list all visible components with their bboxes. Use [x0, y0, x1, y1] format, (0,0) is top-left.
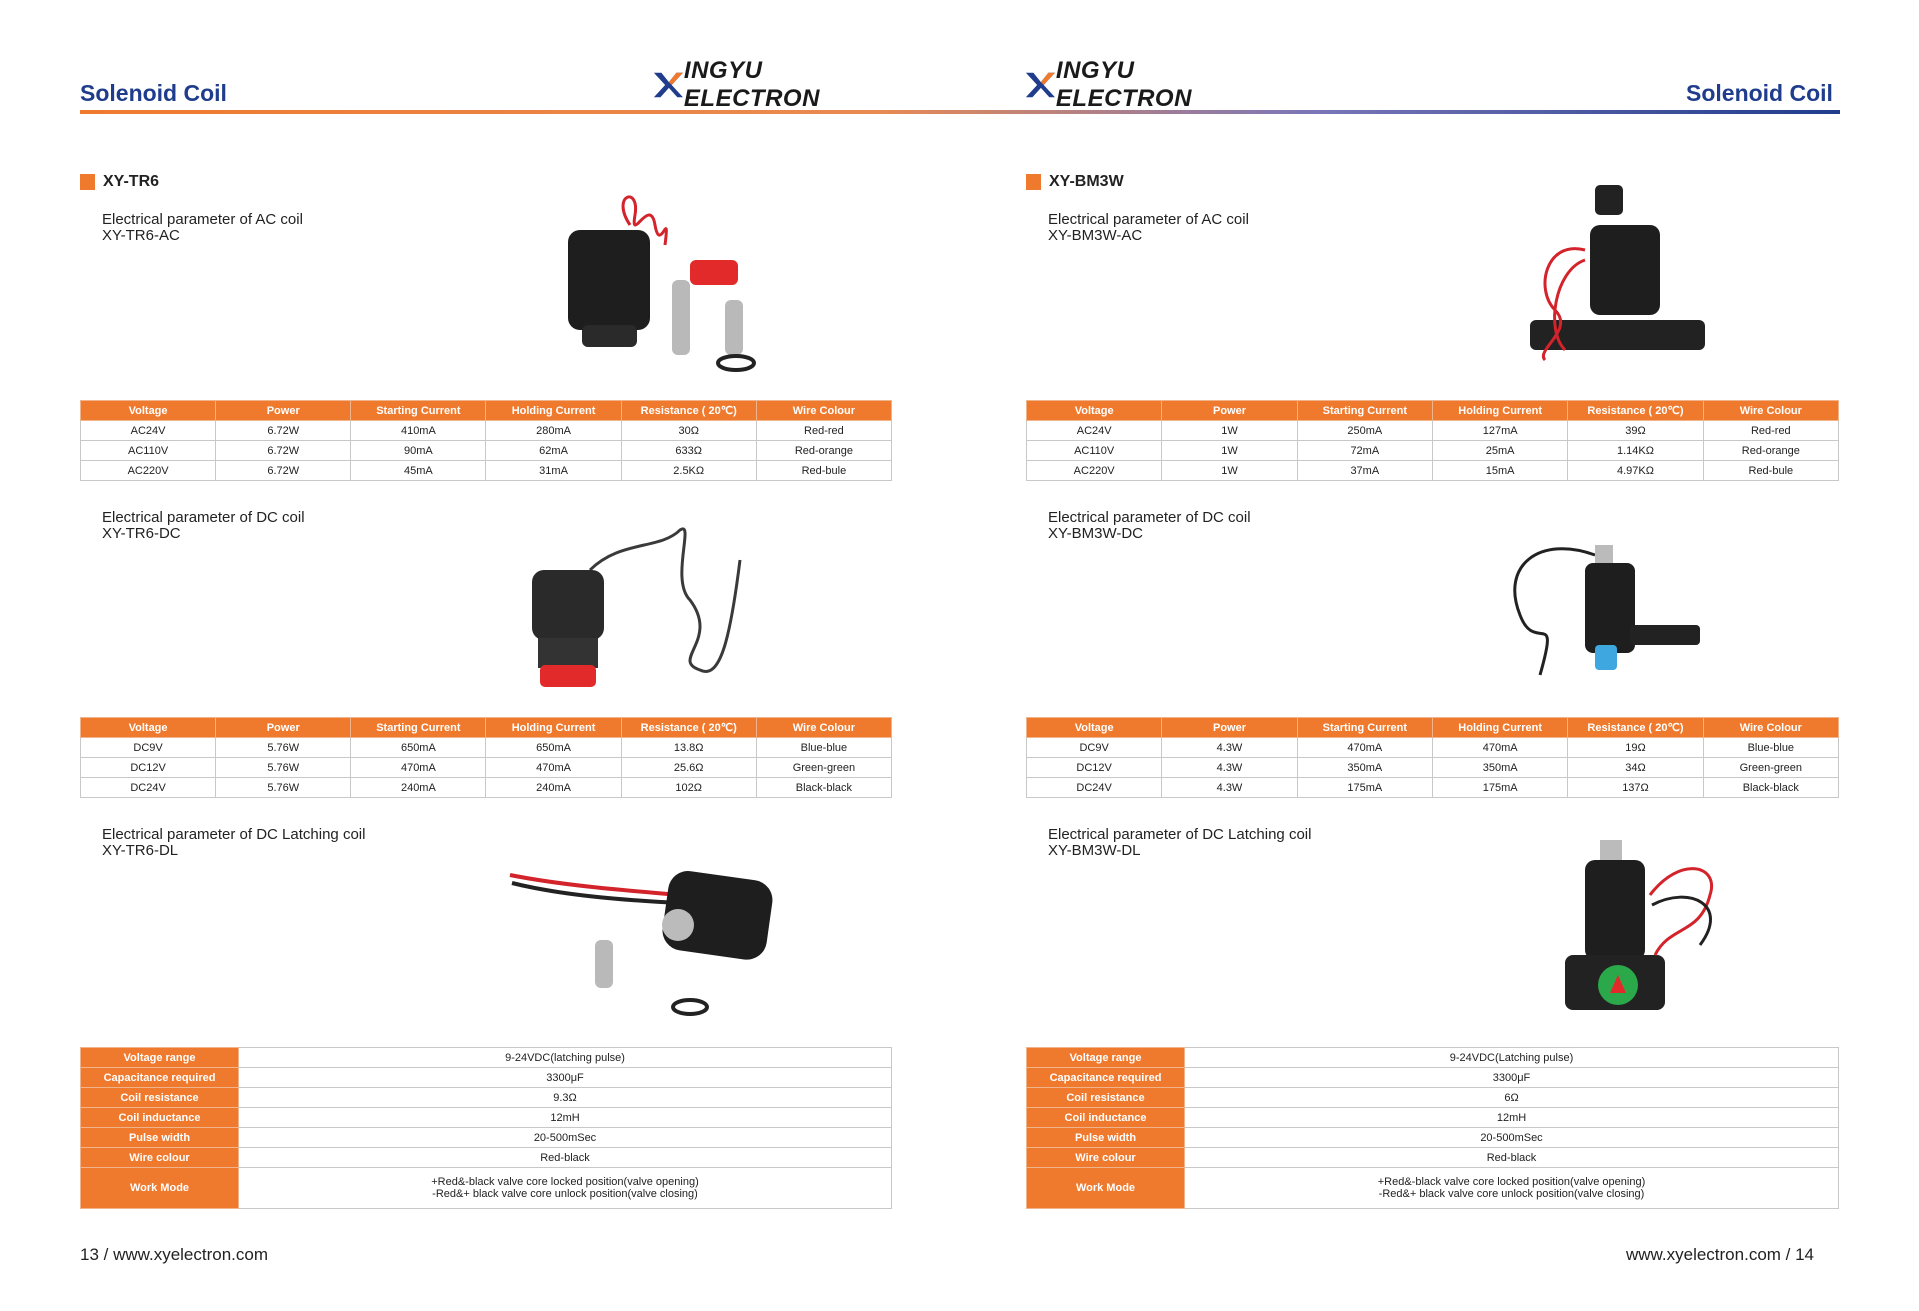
- bm3w-ac-coil-image: [1525, 180, 1710, 380]
- table-row: Capacitance required 3300μF: [1027, 1068, 1839, 1088]
- right-page-title: Solenoid Coil: [1686, 80, 1833, 106]
- table-row: AC24V 1W 250mA 127mA 39Ω Red-red: [1027, 421, 1839, 441]
- bm3w-dl-coil-image: [1540, 835, 1740, 1025]
- orange-square-icon: [1026, 174, 1041, 190]
- table-row: DC24V 4.3W 175mA 175mA 137Ω Black-black: [1027, 778, 1839, 798]
- table-row: DC9V 5.76W 650mA 650mA 13.8Ω Blue-blue: [81, 738, 892, 758]
- table-row: Wire colour Red-black: [1027, 1148, 1839, 1168]
- table-row: Coil inductance 12mH: [1027, 1108, 1839, 1128]
- orange-square-icon: [80, 174, 95, 190]
- table-row: Wire colour Red-black: [81, 1148, 892, 1168]
- table-row: AC24V 6.72W 410mA 280mA 30Ω Red-red: [81, 421, 892, 441]
- right-dc-table: [1026, 717, 1839, 798]
- tr6-dc-coil-image: [520, 520, 750, 700]
- logo-right: [1024, 57, 1264, 112]
- right-footer: www.xyelectron.com / 14: [1626, 1245, 1815, 1264]
- table-row: AC110V 6.72W 90mA 62mA 633Ω Red-orange: [81, 441, 892, 461]
- table-row: Work Mode +Red&-black valve core locked position(valve opening) -Red&+ black valve core unlock position(valve closing): [81, 1168, 892, 1209]
- bm3w-dc-coil-image: [1500, 525, 1710, 695]
- left-page-title: Solenoid Coil: [80, 80, 227, 106]
- table-row: AC220V 1W 37mA 15mA 4.97KΩ Red-bule: [1027, 461, 1839, 481]
- logo-left: [652, 57, 892, 112]
- left-dc-caption: Electrical parameter of DC coil XY-TR6-DC: [102, 509, 305, 542]
- table-row: Coil inductance 12mH: [81, 1108, 892, 1128]
- table-row: Voltage range 9-24VDC(Latching pulse): [1027, 1048, 1839, 1068]
- left-dl-caption: Electrical parameter of DC Latching coil XY-TR6-DL: [102, 826, 366, 859]
- table-header-row: Voltage Power Starting Current Holding Current Resistance ( 20℃) Wire Colour: [1027, 718, 1839, 738]
- left-ac-table: [80, 400, 892, 481]
- left-ac-caption: Electrical parameter of AC coil XY-TR6-AC: [102, 211, 303, 244]
- table-header-row: Voltage Power Starting Current Holding Current Resistance ( 20℃) Wire Colour: [81, 718, 892, 738]
- table-row: Pulse width 20-500mSec: [1027, 1128, 1839, 1148]
- right-dl-table: [1026, 1047, 1839, 1209]
- left-dl-table: [80, 1047, 892, 1209]
- table-row: Coil resistance 9.3Ω: [81, 1088, 892, 1108]
- logo-x-icon: [1024, 68, 1056, 102]
- table-row: AC110V 1W 72mA 25mA 1.14KΩ Red-orange: [1027, 441, 1839, 461]
- left-footer: 13 / www.xyelectron.com: [80, 1245, 269, 1264]
- table-row: Work Mode +Red&-black valve core locked position(valve opening) -Red&+ black valve core unlock position(valve closing): [1027, 1168, 1839, 1209]
- logo-x-icon: [652, 68, 684, 102]
- table-row: DC12V 5.76W 470mA 470mA 25.6Ω Green-green: [81, 758, 892, 778]
- header-rule: [80, 110, 1840, 114]
- table-row: Coil resistance 6Ω: [1027, 1088, 1839, 1108]
- logo-text: INGYU ELECTRON: [683, 57, 820, 112]
- table-header-row: Voltage Power Starting Current Holding Current Resistance ( 20℃) Wire Colour: [1027, 401, 1839, 421]
- table-row: Pulse width 20-500mSec: [81, 1128, 892, 1148]
- table-row: DC9V 4.3W 470mA 470mA 19Ω Blue-blue: [1027, 738, 1839, 758]
- table-header-row: Voltage Power Starting Current Holding Current Resistance ( 20℃) Wire Colour: [81, 401, 892, 421]
- right-dl-caption: Electrical parameter of DC Latching coil XY-BM3W-DL: [1048, 826, 1312, 859]
- tr6-ac-coil-image: [560, 185, 770, 375]
- logo-text: INGYU ELECTRON: [1055, 57, 1192, 112]
- tr6-dl-coil-image: [500, 845, 780, 1025]
- left-model-heading: XY-TR6: [80, 173, 159, 191]
- right-model-heading: XY-BM3W: [1026, 173, 1124, 191]
- right-ac-caption: Electrical parameter of AC coil XY-BM3W-AC: [1048, 211, 1249, 244]
- left-dc-table: [80, 717, 892, 798]
- right-dc-caption: Electrical parameter of DC coil XY-BM3W-DC: [1048, 509, 1251, 542]
- table-row: Voltage range 9-24VDC(latching pulse): [81, 1048, 892, 1068]
- table-row: Capacitance required 3300μF: [81, 1068, 892, 1088]
- table-row: AC220V 6.72W 45mA 31mA 2.5KΩ Red-bule: [81, 461, 892, 481]
- table-row: DC12V 4.3W 350mA 350mA 34Ω Green-green: [1027, 758, 1839, 778]
- table-row: DC24V 5.76W 240mA 240mA 102Ω Black-black: [81, 778, 892, 798]
- right-ac-table: [1026, 400, 1839, 481]
